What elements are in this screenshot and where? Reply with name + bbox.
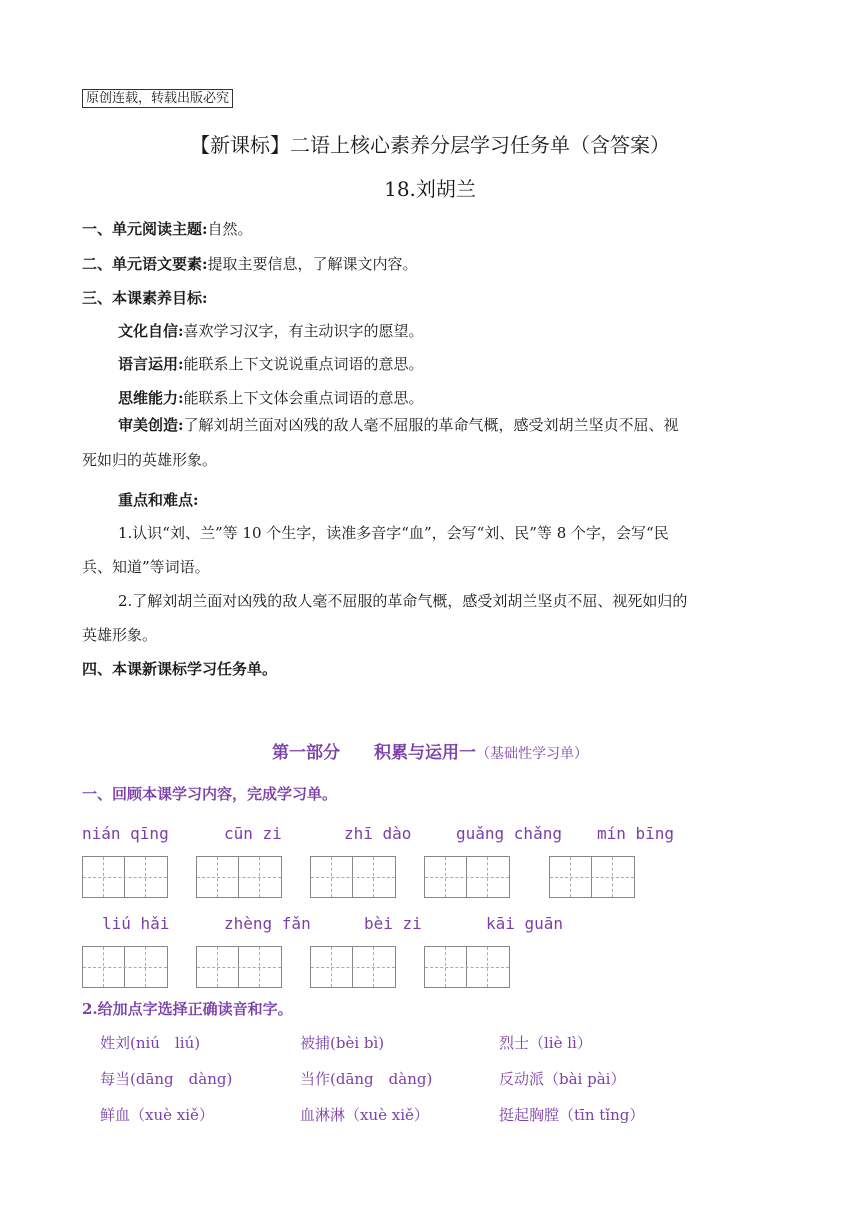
- choice-item: 当作(dāng dàng): [300, 1070, 433, 1088]
- key-point-1-line1: 1.认识“刘、兰”等 10 个生字，读准多音字“血”，会写“刘、民”等 8 个字，会写“民: [118, 524, 669, 542]
- part-title: [0, 741, 860, 766]
- goal-aesthetic-label: 审美创造:: [118, 416, 184, 434]
- unit-theme-value: 自然。: [207, 220, 253, 238]
- goal-aesthetic-line1: 了解刘胡兰面对凶残的敌人毫不屈服的革命气概，感受刘胡兰坚贞不屈、视: [183, 416, 679, 434]
- key-point-2-line1: 2.了解刘胡兰面对凶残的敌人毫不屈服的革命气概，感受刘胡兰坚贞不屈、视死如归的: [118, 592, 688, 610]
- question-1: 一、回顾本课学习内容，完成学习单。: [82, 785, 338, 803]
- pinyin-9: kāi guān: [486, 914, 564, 933]
- pinyin-1: nián qīng: [82, 824, 169, 843]
- choice-item: 挺起胸膛（tīn tǐng）: [499, 1106, 645, 1124]
- part-title-main: 第一部分 积累与运用一: [272, 743, 476, 763]
- unit-elements-label: 二、单元语文要素:: [82, 255, 208, 273]
- goal-culture-value: 喜欢学习汉字，有主动识字的愿望。: [183, 322, 424, 340]
- writing-box[interactable]: [424, 946, 510, 988]
- page-title: 【新课标】二语上核心素养分层学习任务单（含答案）: [190, 133, 670, 157]
- key-point-2-line2: 英雄形象。: [82, 626, 158, 644]
- goal-thinking: [118, 387, 424, 409]
- writing-box[interactable]: [424, 856, 510, 898]
- goal-culture-label: 文化自信:: [118, 322, 184, 340]
- goals-heading: 三、本课素养目标:: [82, 289, 208, 307]
- question-2: 2.给加点字选择正确读音和字。: [82, 1000, 293, 1018]
- goal-aesthetic: [118, 414, 679, 436]
- writing-box[interactable]: [82, 856, 168, 898]
- pinyin-2: cūn zi: [224, 824, 282, 843]
- pinyin-7: zhèng fǎn: [224, 914, 311, 933]
- pinyin-4: guǎng chǎng: [456, 824, 562, 843]
- writing-box[interactable]: [196, 856, 282, 898]
- part-title-sub: （基础性学习单）: [476, 746, 588, 762]
- writing-box[interactable]: [196, 946, 282, 988]
- writing-box[interactable]: [82, 946, 168, 988]
- lesson-title: 18.刘胡兰: [384, 177, 476, 201]
- choice-item: 每当(dāng dàng): [100, 1070, 233, 1088]
- choice-item: 反动派（bài pài）: [499, 1070, 626, 1088]
- key-point-1-line2: 兵、知道”等词语。: [82, 558, 210, 576]
- task-sheet-heading: 四、本课新课标学习任务单。: [82, 660, 278, 678]
- goal-thinking-label: 思维能力:: [118, 389, 184, 407]
- goal-language: [118, 353, 424, 375]
- pinyin-3: zhī dào: [344, 824, 412, 843]
- pinyin-8: bèi zi: [364, 914, 422, 933]
- goal-culture: [118, 320, 424, 342]
- choice-item: 姓刘(niú liú): [100, 1034, 201, 1052]
- key-points-heading: 重点和难点:: [118, 491, 199, 509]
- choice-item: 烈士（liè lì）: [499, 1034, 592, 1052]
- choice-item: 血淋淋（xuè xiě）: [300, 1106, 429, 1124]
- pinyin-5: mín bīng: [597, 824, 675, 843]
- copyright-stamp: 原创连载，转载出版必究: [82, 89, 233, 108]
- unit-theme: [82, 218, 253, 240]
- choice-item: 被捕(bèi bì): [300, 1034, 385, 1052]
- goal-thinking-value: 能联系上下文体会重点词语的意思。: [183, 389, 424, 407]
- writing-box[interactable]: [549, 856, 635, 898]
- goal-language-value: 能联系上下文说说重点词语的意思。: [183, 355, 424, 373]
- unit-elements-value: 提取主要信息，了解课文内容。: [207, 255, 418, 273]
- writing-box[interactable]: [310, 856, 396, 898]
- choice-item: 鲜血（xuè xiě）: [100, 1106, 214, 1124]
- writing-box[interactable]: [310, 946, 396, 988]
- unit-theme-label: 一、单元阅读主题:: [82, 220, 208, 238]
- goal-language-label: 语言运用:: [118, 355, 184, 373]
- unit-elements: [82, 253, 418, 275]
- pinyin-6: liú hǎi: [102, 914, 170, 933]
- goal-aesthetic-line2: 死如归的英雄形象。: [82, 451, 218, 469]
